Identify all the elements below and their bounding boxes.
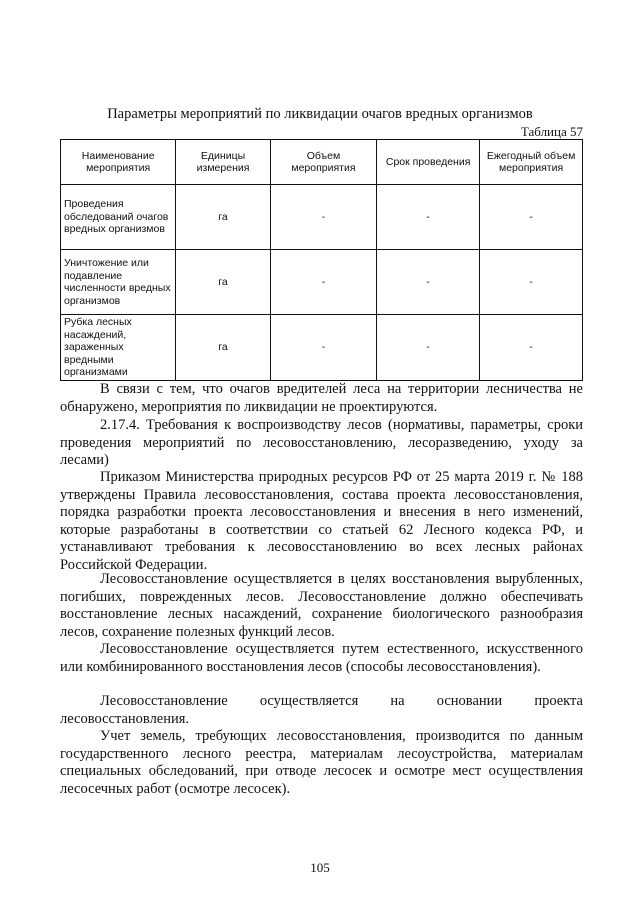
- paragraph-reforestation-project: Лесовосстановление осуществляется на основании проекта лесовосстановления.: [60, 693, 583, 727]
- cell-volume: -: [270, 250, 376, 315]
- cell-volume: -: [270, 185, 376, 250]
- cell-activity-name: Уничтожение или подавление численности вредных организмов: [61, 250, 176, 315]
- paragraph-reforestation-methods: Лесовосстановление осуществляется путем естественного, искусственного или комбинированного восстановления лесов (способы лесовосстановления).: [60, 641, 583, 675]
- cell-activity-name: Рубка лесных насаждений, зараженных вредными организмами: [61, 315, 176, 381]
- parameters-table: [60, 139, 583, 381]
- cell-units: га: [176, 250, 270, 315]
- header-volume: Объем мероприятия: [270, 140, 376, 185]
- page-title: Параметры мероприятий по ликвидации очагов вредных организмов: [107, 106, 533, 122]
- table-header-row: [61, 140, 583, 185]
- cell-term: -: [377, 185, 480, 250]
- paragraph-land-accounting: Учет земель, требующих лесовосстановления, производится по данным государственного лесного реестра, материалам лесоустройства, материалам специальных обследований, при отводе лесосек и осмотре мест осуществления лесосечных работ (осмотре лесосек).: [60, 728, 583, 797]
- cell-volume: -: [270, 315, 376, 381]
- paragraph-ministry-order: Приказом Министерства природных ресурсов РФ от 25 марта 2019 г. № 188 утверждены Правила лесовосстановления, состава проекта лесовосстановления, порядка разработки проекта лесовосстановления и внесения в него изменений, которые разработаны в соответствии со статьей 62 Лесного кодекса РФ, и устанавливают требования к лесовосстановлению во всех лесных районах Российской Федерации.: [60, 469, 583, 573]
- table-row: [61, 250, 583, 315]
- cell-activity-name: Проведения обследований очагов вредных организмов: [61, 185, 176, 250]
- paragraph-no-outbreaks: В связи с тем, что очагов вредителей леса на территории лесничества не обнаружено, мероприятия по ликвидации не проектируются.: [60, 381, 583, 415]
- header-annual-volume: Ежегодный объем мероприятия: [480, 140, 583, 185]
- cell-units: га: [176, 185, 270, 250]
- table-row: [61, 185, 583, 250]
- paragraph-reforestation-purpose: Лесовосстановление осуществляется в целях восстановления вырубленных, погибших, поврежденных лесов. Лесовосстановление должно обеспечивать восстановление лесных насаждений, сохранение биологического разнообразия лесов, сохранение полезных функций лесов.: [60, 571, 583, 640]
- header-units: Единицы измерения: [176, 140, 270, 185]
- cell-term: -: [377, 250, 480, 315]
- header-activity-name: Наименование мероприятия: [61, 140, 176, 185]
- table-caption: Таблица 57: [520, 124, 583, 139]
- cell-units: га: [176, 315, 270, 381]
- cell-annual-volume: -: [480, 315, 583, 381]
- cell-annual-volume: -: [480, 250, 583, 315]
- table-row: [61, 315, 583, 381]
- cell-annual-volume: -: [480, 185, 583, 250]
- header-term: Срок проведения: [377, 140, 480, 185]
- section-heading-reforestation: 2.17.4. Требования к воспроизводству лесов (нормативы, параметры, сроки проведения мероприятий по лесовосстановлению, лесоразведению, уходу за лесами): [60, 417, 583, 468]
- cell-term: -: [377, 315, 480, 381]
- page-number: 105: [310, 860, 330, 875]
